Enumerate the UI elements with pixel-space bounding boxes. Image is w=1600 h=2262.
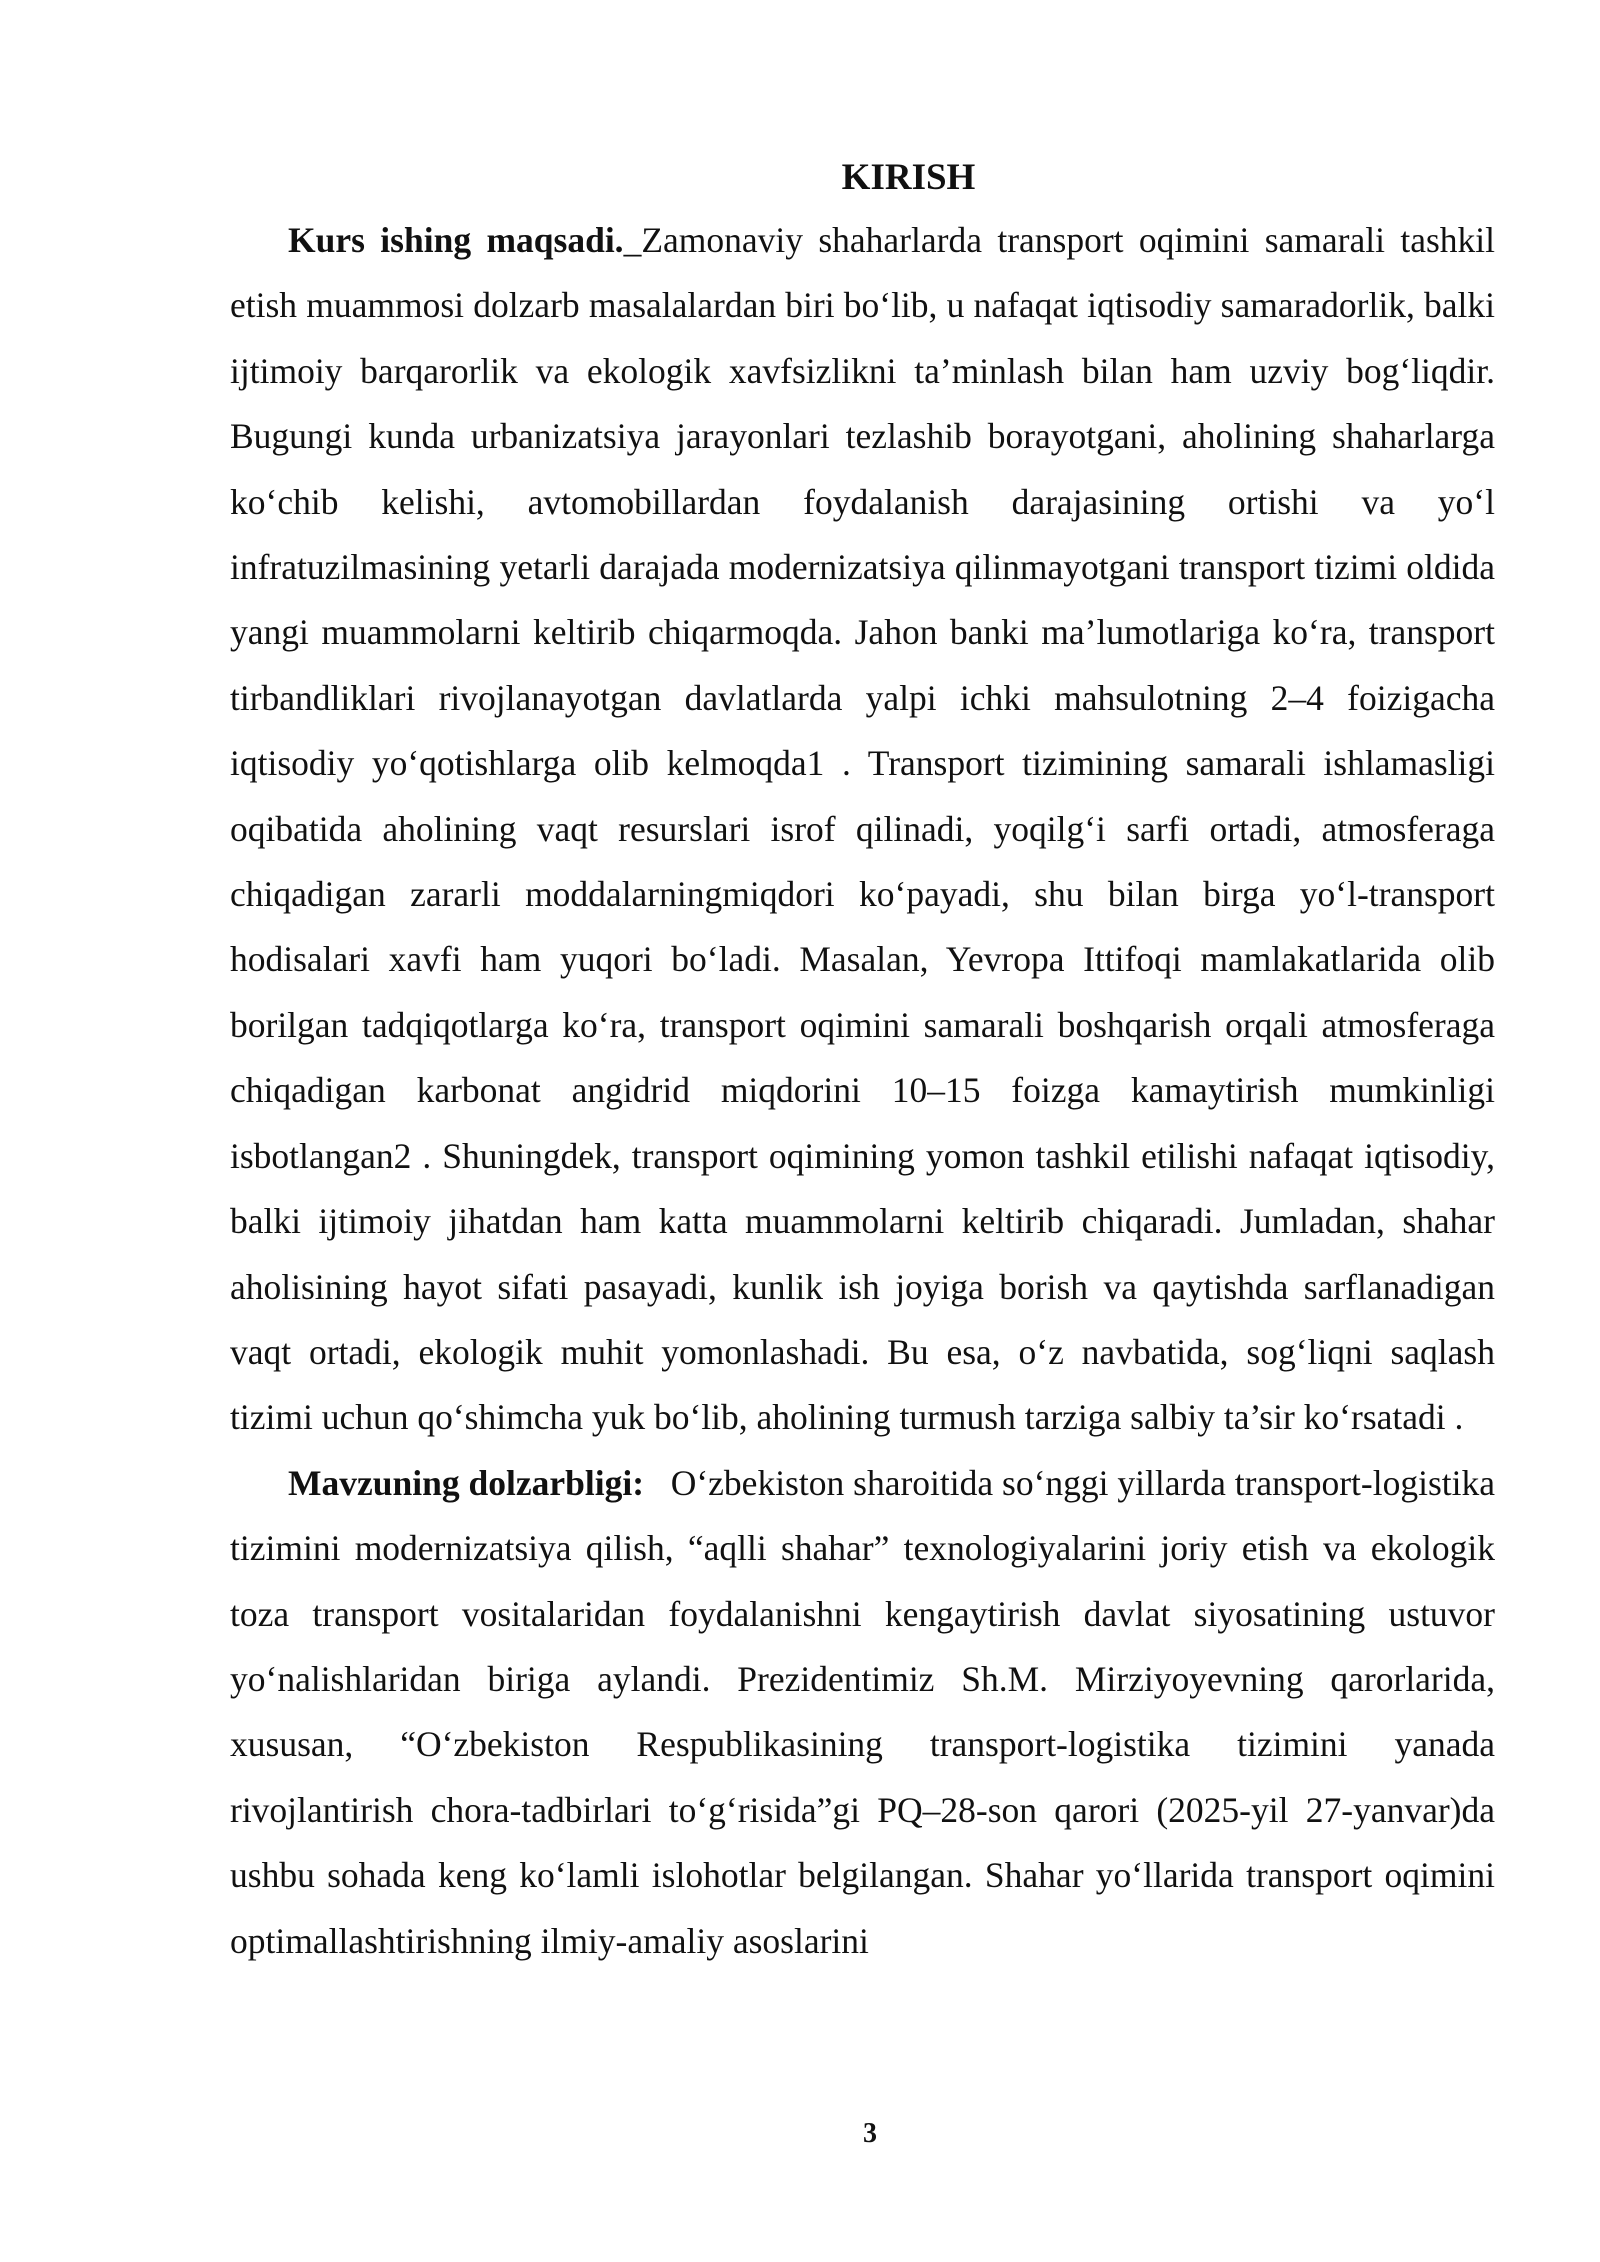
paragraph-lead-topic-relevance: Mavzuning dolzarbligi: <box>288 1462 645 1503</box>
lead-separator: _ <box>623 220 642 260</box>
page-number: 3 <box>863 2118 877 2149</box>
lead-separator <box>644 1463 671 1503</box>
page-content <box>230 148 1495 1974</box>
paragraph-text-topic-relevance: O‘zbekiston sharoitida so‘nggi yillarda transport-logistika tizimini modernizatsiya qilish, “aqlli shahar” texnologiyalarini joriy etish va ekologik toza transport vositalaridan foydalanishni kengaytirish davlat siyosatining ustuvor yo‘nalishlaridan biriga aylandi. Prezidentimiz Sh.M. Mirziyoyevning qarorlarida, xususan, “O‘zbekiston Respublikasining transport-logistika tizimini yanada rivojlantirish chora-tadbirlari to‘g‘risida”gi PQ–28-son qarori (2025-yil 27-yanvar)da ushbu sohada keng ko‘lamli islohotlar belgilangan. Shahar yo‘llarida transport oqimini optimallashtirishning ilmiy-amaliy asoslarini <box>230 1462 1496 1961</box>
paragraph-lead-course-goal: Kurs ishing maqsadi. <box>288 220 624 260</box>
paragraph-text-course-goal: Zamonaviy shaharlarda transport oqimini samarali tashkil etish muammosi dolzarb masalalardan biri bo‘lib, u nafaqat iqtisodiy samaradorlik, balki ijtimoiy barqarorlik va ekologik xavfsizlikni ta’minlash bilan ham uzviy bog‘liqdir. Bugungi kunda urbanizatsiya jarayonlari tezlashib borayotgani, aholining shaharlarga ko‘chib kelishi, avtomobillardan foydalanish darajasining ortishi va yo‘l infratuzilmasining yetarli darajada modernizatsiya qilinmayotgani transport tizimi oldida yangi muammolarni keltirib chiqarmoqda. Jahon banki ma’lumotlariga ko‘ra, transport tirbandliklari rivojlanayotgan davlatlarda yalpi ichki mahsulotning 2–4 foizigacha iqtisodiy yo‘qotishlarga olib kelmoqda1 . Transport tizimining samarali ishlamasligi oqibatida aholining vaqt resurslari isrof qilinadi, yoqilg‘i sarfi ortadi, atmosferaga chiqadigan zararli moddalarningmiqdori ko‘payadi, shu bilan birga yo‘l-transport hodisalari xavfi ham yuqori bo‘ladi. Masalan, Yevropa Ittifoqi mamlakatlarida olib borilgan tadqiqotlarga ko‘ra, transport oqimini samarali boshqarish orqali atmosferaga chiqadigan karbonat angidrid miqdorini 10–15 foizga kamaytirish mumkinligi isbotlangan2 . Shuningdek, transport oqimining yomon tashkil etilishi nafaqat iqtisodiy, balki ijtimoiy jihatdan ham katta muammolarni keltirib chiqaradi. Jumladan, shahar aholisining hayot sifati pasayadi, kunlik ish joyiga borish va qaytishda sarflanadigan vaqt ortadi, ekologik muhit yomonlashadi. Bu esa, o‘z navbatida, sog‘liqni saqlash tizimi uchun qo‘shimcha yuk bo‘lib, aholining turmush tarziga salbiy ta’sir ko‘rsatadi . <box>230 220 1495 1438</box>
paragraph-topic-relevance <box>230 1451 1495 1974</box>
paragraph-course-goal <box>230 208 1495 1451</box>
section-heading: KIRISH <box>841 157 976 198</box>
